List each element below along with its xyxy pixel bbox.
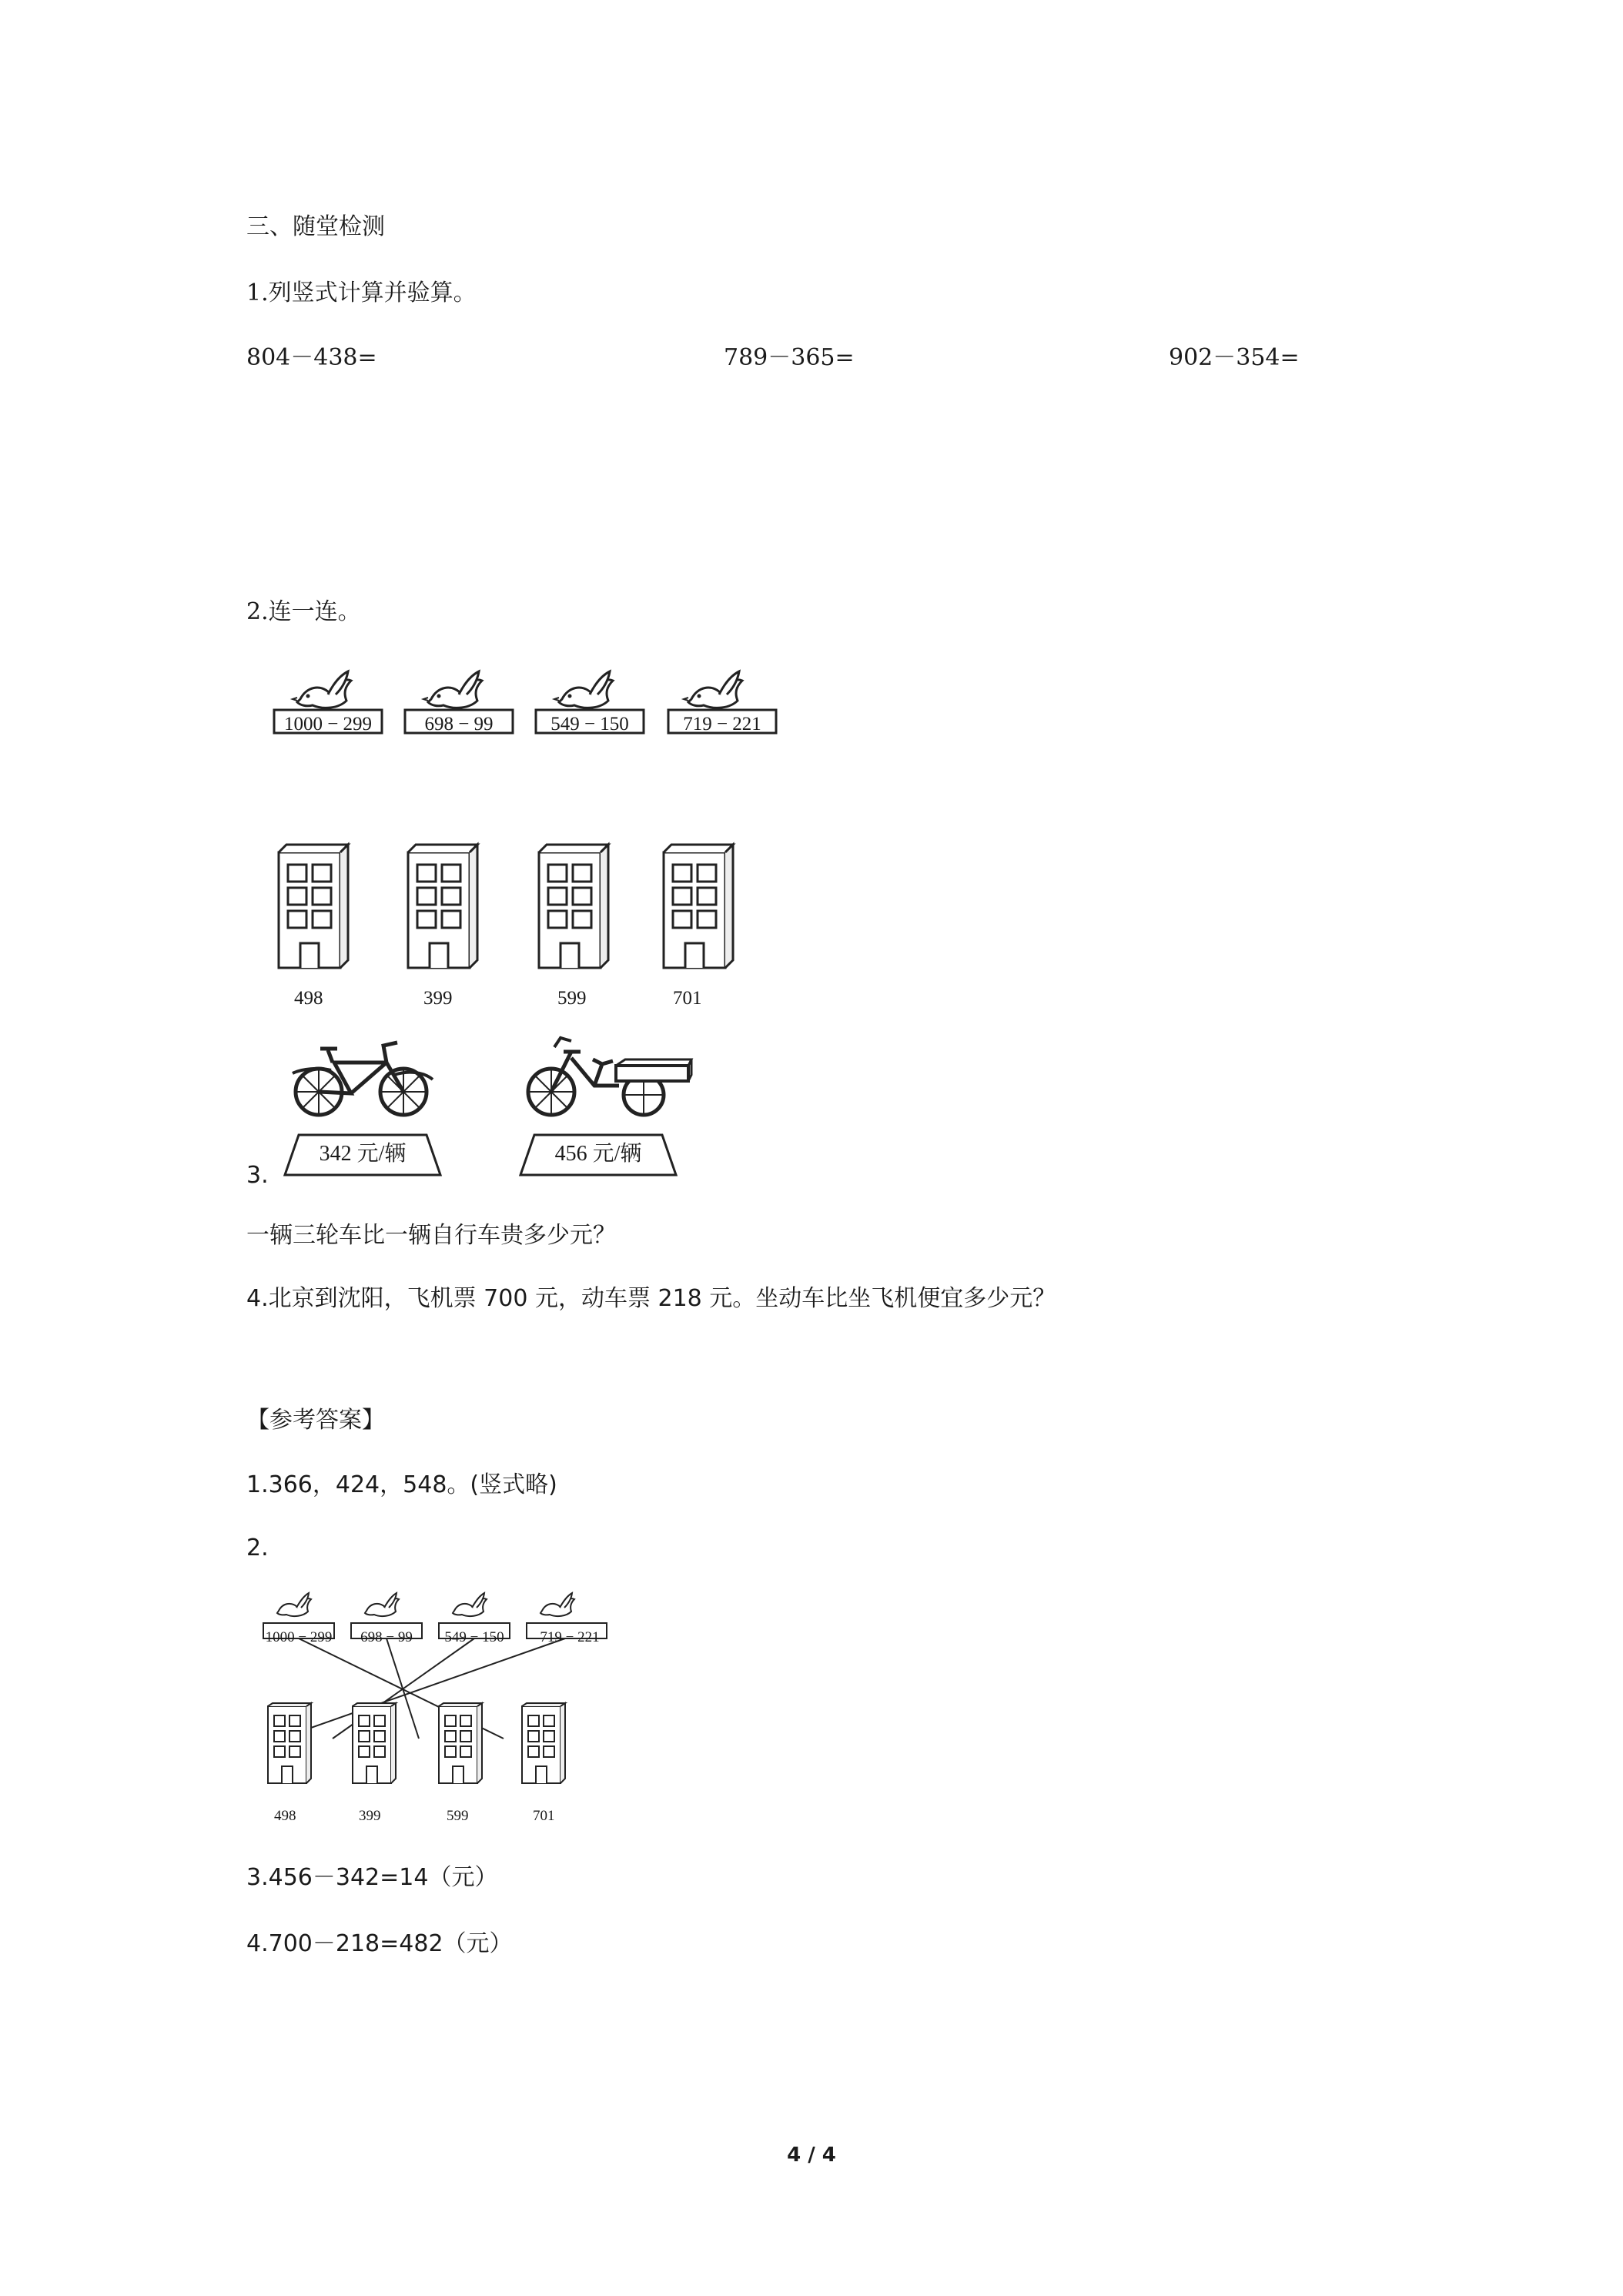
bird-label-4: 719 − 221	[683, 714, 761, 735]
q2-title: 2.连一连。	[246, 598, 361, 625]
bird-label-2: 698 − 99	[424, 714, 494, 735]
bird-label-3: 549 − 150	[550, 714, 629, 735]
answer-3: 3.456－342=14（元）	[246, 1864, 498, 1891]
bird-label-1: 1000 − 299	[283, 714, 373, 735]
answer-4: 4.700－218=482（元）	[246, 1930, 513, 1957]
q3-number: 3.	[246, 1162, 269, 1189]
building-label-3: 599	[557, 988, 587, 1009]
answer-1: 1.366，424，548。(竖式略)	[246, 1471, 557, 1498]
answer2-bird-label-3: 549 − 150	[444, 1629, 504, 1645]
q3-question: 一辆三轮车比一辆自行车贵多少元？	[246, 1222, 616, 1249]
answer2-matching-illustration	[257, 1589, 619, 1805]
q2-buildings-illustration	[269, 843, 747, 974]
price-label-tricycle: 456 元/辆	[554, 1142, 642, 1166]
answer2-building-label-1: 498	[274, 1808, 296, 1824]
q1-expression-3: 902－354=	[1169, 344, 1300, 371]
section-title: 三、随堂检测	[246, 213, 385, 240]
building-label-4: 701	[673, 988, 702, 1009]
building-label-1: 498	[294, 988, 323, 1009]
bicycle-illustration	[286, 1036, 448, 1129]
q1-expression-2: 789－365=	[724, 344, 855, 371]
answers-title: 【参考答案】	[246, 1407, 385, 1434]
answer-2: 2.	[246, 1535, 269, 1561]
q4-text: 4.北京到沈阳，飞机票 700 元，动车票 218 元。坐动车比坐飞机便宜多少元？	[246, 1285, 1056, 1312]
answer2-bird-label-2: 698 − 99	[360, 1629, 413, 1645]
answer2-bird-label-1: 1000 − 299	[265, 1629, 333, 1645]
q1-expression-1: 804－438=	[246, 344, 377, 371]
building-label-2: 399	[423, 988, 453, 1009]
answer2-building-label-3: 599	[447, 1808, 469, 1824]
page-number: 4 / 4	[787, 2144, 836, 2167]
answer2-building-label-2: 399	[359, 1808, 381, 1824]
q1-title: 1.列竖式计算并验算。	[246, 279, 477, 306]
answer2-building-label-4: 701	[533, 1808, 555, 1824]
answer2-bird-label-4: 719 − 221	[540, 1629, 600, 1645]
price-label-bike: 342 元/辆	[319, 1142, 407, 1166]
tricycle-illustration	[517, 1036, 694, 1129]
